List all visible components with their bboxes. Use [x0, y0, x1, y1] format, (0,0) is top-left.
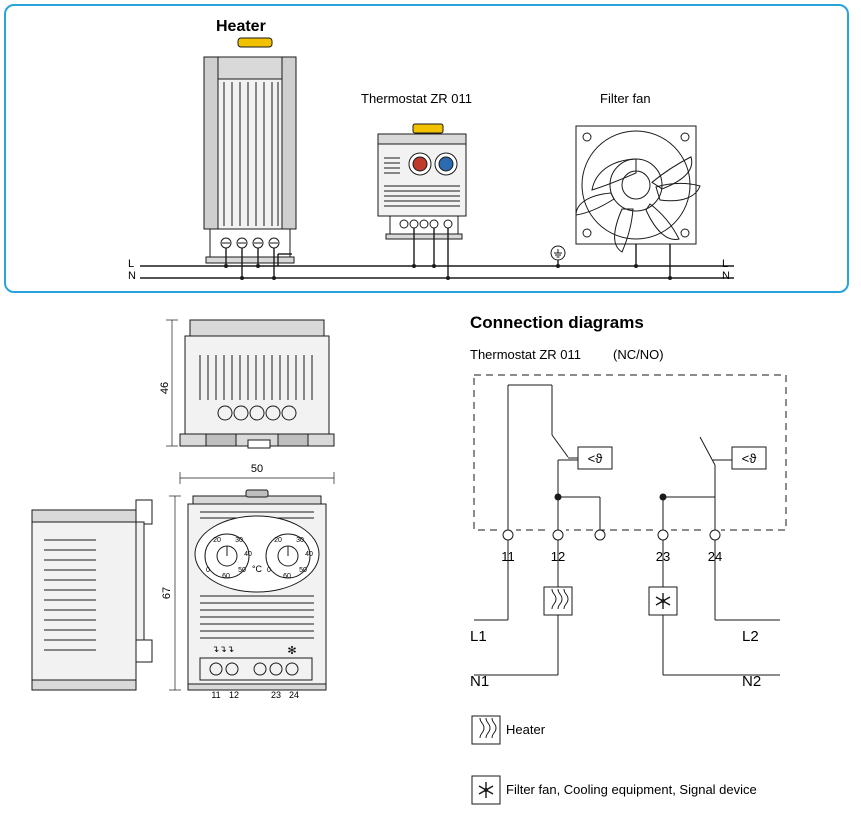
legend-heater-icon [472, 716, 500, 744]
connection-subtitle-mode: (NC/NO) [613, 347, 664, 362]
svg-text:<ϑ: <ϑ [741, 451, 757, 466]
filter-fan-label: Filter fan [600, 91, 651, 106]
svg-text:40: 40 [305, 551, 313, 558]
thermostat-top-view [180, 320, 334, 448]
svg-text:20: 20 [274, 537, 282, 544]
terminal-label-12: 12 [228, 690, 240, 700]
connection-schematic [460, 365, 800, 705]
svg-text:60: 60 [283, 573, 291, 580]
contact-label-23: 23 [655, 549, 671, 564]
connection-subtitle: Thermostat ZR 011 [470, 347, 582, 362]
supply-N1: N1 [470, 673, 490, 690]
heater-label: Heater [216, 18, 266, 35]
thermostat-side-view [32, 500, 152, 690]
legend-fan-label: Filter fan, Cooling equipment, Signal device [506, 782, 757, 797]
heater-device [204, 38, 296, 263]
svg-text:30: 30 [235, 537, 243, 544]
legend-heater-label: Heater [506, 722, 546, 737]
terminal-label-24: 24 [288, 690, 300, 700]
earth-ground-icon [551, 246, 565, 260]
thermostat-symbol-left [568, 447, 612, 469]
terminal-right-N: N [722, 270, 730, 282]
terminal-left-N: N [128, 270, 136, 282]
load-heater-symbol [544, 587, 572, 615]
dim-67-label: 67 [161, 586, 173, 600]
thermostat-device [378, 124, 466, 239]
svg-text:60: 60 [222, 573, 230, 580]
dimension-drawings [20, 300, 460, 810]
thermostat-symbol-right [732, 447, 766, 469]
svg-text:20: 20 [213, 537, 221, 544]
svg-text:✻: ✻ [287, 645, 297, 657]
svg-text:↴↴↴: ↴↴↴ [211, 644, 235, 654]
thermostat-front-view [180, 463, 334, 700]
supply-N2: N2 [742, 673, 762, 690]
heater-coil-icon-front [212, 644, 235, 654]
filter-fan-device [551, 126, 700, 260]
svg-text:<ϑ: <ϑ [587, 451, 603, 466]
connection-title: Connection diagrams [470, 313, 644, 332]
contact-label-24: 24 [707, 549, 723, 564]
legend-fan-icon [472, 776, 500, 804]
svg-text:40: 40 [244, 551, 252, 558]
terminal-left-L: L [128, 258, 135, 270]
supply-L2: L2 [742, 628, 759, 645]
thermostat-label: Thermostat ZR 011 [361, 91, 473, 106]
supply-L1: L1 [470, 628, 487, 645]
svg-text:50: 50 [299, 567, 307, 574]
fan-icon-front [287, 645, 296, 657]
load-fan-symbol [649, 587, 677, 615]
svg-text:0: 0 [206, 567, 210, 574]
terminal-right-L: L [722, 258, 729, 270]
contact-label-11: 11 [501, 549, 515, 564]
terminal-label-23: 23 [270, 690, 282, 700]
overview-drawing [10, 10, 850, 290]
dim-46-label: 46 [159, 381, 171, 395]
dim-50-label: 50 [250, 463, 264, 475]
svg-text:50: 50 [238, 567, 246, 574]
terminal-label-11: 11 [211, 690, 221, 700]
svg-text:0: 0 [267, 567, 271, 574]
svg-text:30: 30 [296, 537, 304, 544]
legend [468, 712, 508, 812]
unit-label: °C [251, 564, 263, 574]
contact-label-12: 12 [550, 549, 566, 564]
